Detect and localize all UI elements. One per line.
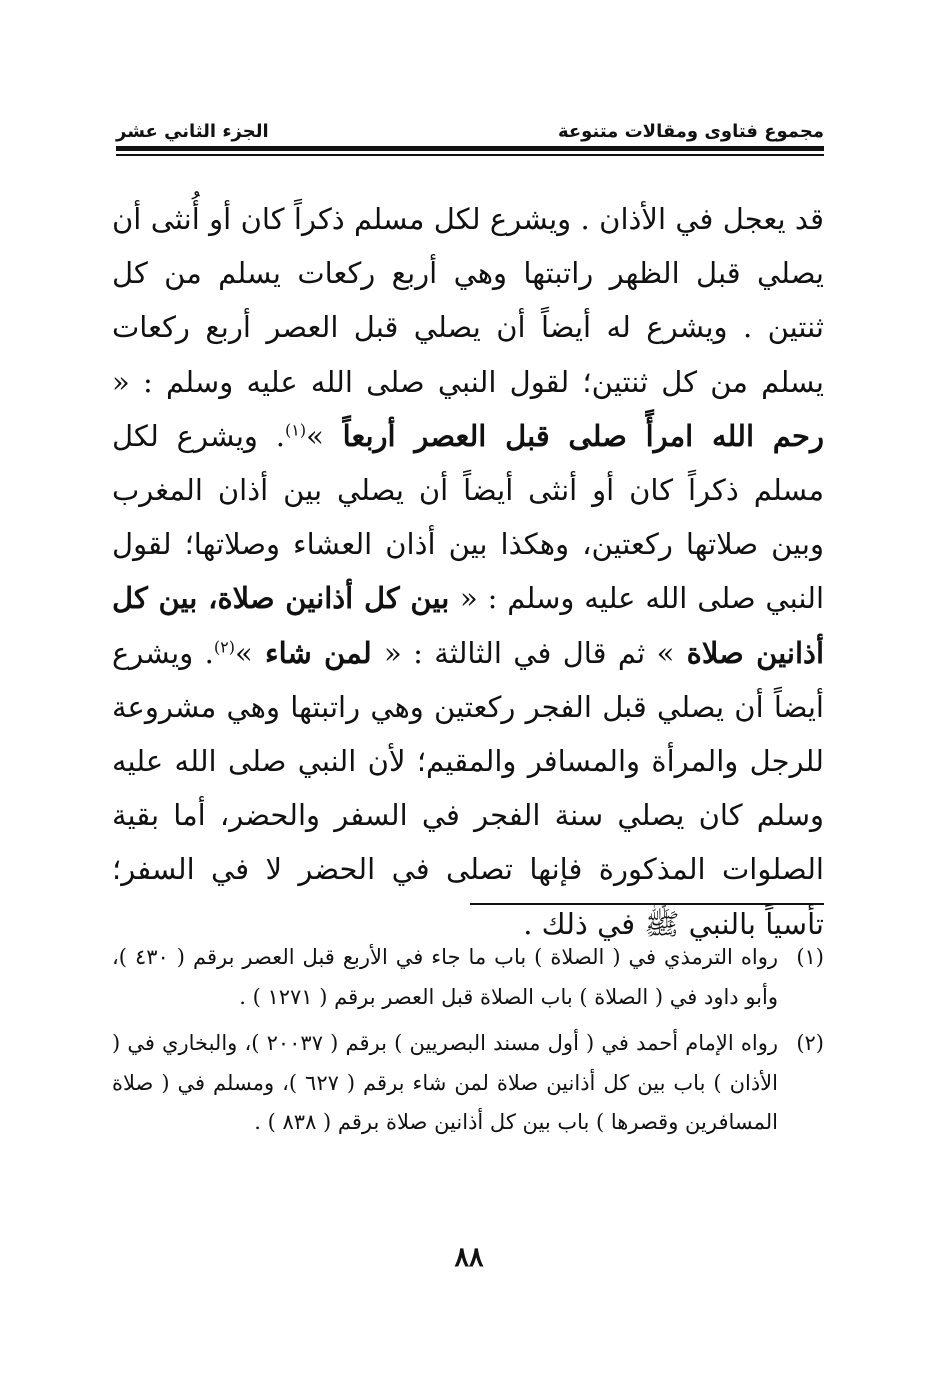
header-rule-thin [116,154,824,156]
hadith-quote-1: رحم الله امرأً صلى قبل العصر أربعاً [323,418,824,453]
text-segment: » [234,635,253,670]
text-segment: . ويشرع أيضاً أن يصلي قبل الفجر ركعتين وهي راتبتها وهي مشروعة للرجل والمرأة والمسافر والمقيم؛ لأن النبي صلى الله عليه وسلم كان يصلي سنة الفجر في السفر والحضر، أما بقية الصلوات المذكورة فإنها تصلى في الحضر لا في السفر؛ تأسياً بالنبي ﷺ في ذلك . [112,635,824,941]
footnote-number: (١) [796,945,824,969]
main-text [112,192,824,951]
footnote-ref-1[interactable]: (١) [285,420,307,440]
text-segment: » ثم قال في الثالثة : « [383,635,675,670]
paragraph [112,192,824,951]
footnotes [112,938,824,1150]
footnote-text: رواه الإمام أحمد في ( أول مسند البصريين ) برقم ( ٢٠٠٣٧ )، والبخاري في ( الأذان ) باب بين كل أذانين صلاة لمن شاء برقم ( ٦٢٧ )، ومسلم في ( صلاة المسافرين وقصرها ) باب بين كل أذانين صلاة برقم ( ٨٣٨ ) . [112,1031,778,1134]
page-number: ٨٨ [454,1242,484,1273]
hadith-quote-3: لمن شاء [252,635,384,670]
volume-label: الجزء الثاني عشر [116,121,269,142]
footnote-item [112,1024,824,1143]
hadith-quote-2: بين كل أذانين صلاة، بين كل أذانين صلاة [112,581,824,670]
running-header [116,112,824,142]
text-segment: . ويشرع لكل مسلم ذكراً كان أو أنثى أيضاً أن يصلي بين أذان المغرب وبين صلاتها ركعتين، وهكذا بين أذان العشاء وصلاتها؛ لقول النبي صلى الله عليه وسلم : « [112,418,824,616]
header-rule-thick [116,146,824,151]
footnote-separator [470,903,824,905]
footnote-text: رواه الترمذي في ( الصلاة ) باب ما جاء في الأربع قبل العصر برقم ( ٤٣٠ )، وأبو داود في ( الصلاة ) باب الصلاة قبل العصر برقم ( ١٢٧١ ) . [112,945,778,1009]
footnote-item [112,938,824,1017]
footnote-ref-2[interactable]: (٢) [213,636,235,656]
footnote-number: (٢) [796,1031,824,1055]
text-segment: قد يعجل في الأذان . ويشرع لكل مسلم ذكراً كان أو أُنثى أن يصلي قبل الظهر راتبتها وهي أربع ركعات يسلم من كل ثنتين . ويشرع له أيضاً أن يصلي قبل العصر أربع ركعات يسلم من كل ثنتين؛ لقول النبي صلى الله عليه وسلم : « [112,202,824,399]
text-segment: » [306,418,324,453]
book-title: مجموع فتاوى ومقالات متنوعة [557,121,824,142]
